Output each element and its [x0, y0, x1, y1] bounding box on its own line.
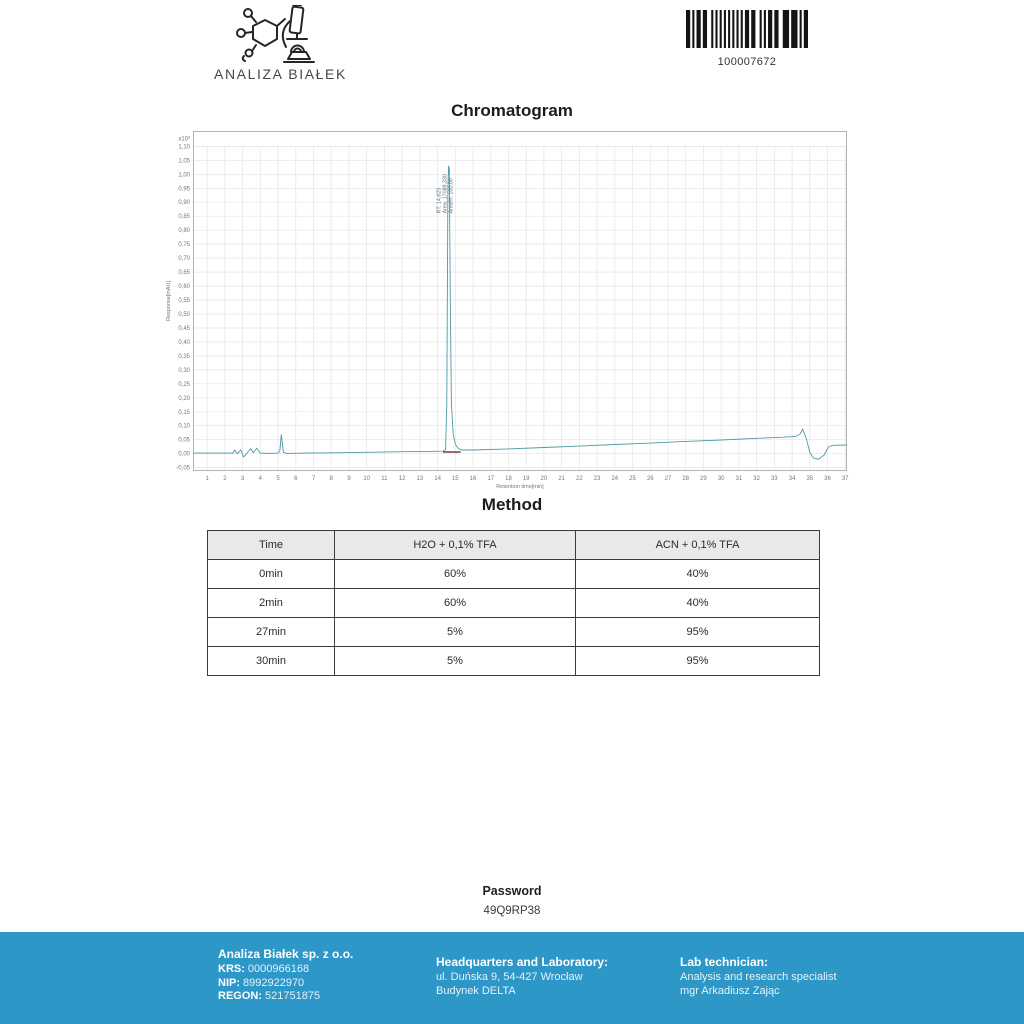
svg-text:23: 23 — [593, 476, 601, 482]
svg-text:0,20: 0,20 — [178, 395, 190, 402]
svg-text:18: 18 — [505, 476, 512, 482]
svg-text:31: 31 — [735, 476, 743, 482]
svg-text:Response[mAU]: Response[mAU] — [166, 280, 172, 322]
krs-value: 0000966168 — [247, 963, 310, 975]
svg-text:17: 17 — [487, 476, 495, 482]
svg-text:Area%: 100,00: Area%: 100,00 — [448, 178, 455, 214]
chromatogram-title: Chromatogram — [451, 101, 573, 120]
table-header-cell: H2O + 0,1% TFA — [335, 531, 576, 560]
svg-text:11: 11 — [381, 476, 388, 482]
svg-text:0,95: 0,95 — [178, 186, 190, 193]
svg-text:0,75: 0,75 — [178, 242, 190, 249]
svg-text:10: 10 — [363, 476, 371, 482]
svg-text:28: 28 — [682, 476, 690, 482]
company-krs — [218, 963, 353, 977]
headquarters-address: ul. Duńska 9, 54-427 Wrocław — [436, 971, 583, 983]
chart-axis-labels — [166, 136, 849, 490]
password-value: 49Q9RP38 — [483, 905, 541, 917]
svg-text:RT: 14,623: RT: 14,623 — [436, 187, 443, 214]
table-cell: 95% — [576, 647, 820, 676]
krs-label: KRS: — [218, 963, 245, 975]
svg-text:12: 12 — [398, 476, 406, 482]
password-label: Password — [482, 884, 542, 898]
svg-text:35: 35 — [806, 476, 814, 482]
svg-text:1,10: 1,10 — [178, 144, 190, 151]
svg-text:25: 25 — [629, 476, 636, 482]
method-title: Method — [481, 495, 543, 514]
footer-technician — [680, 955, 837, 998]
svg-text:36: 36 — [824, 476, 831, 482]
svg-text:Retention time[min]: Retention time[min] — [496, 484, 544, 490]
svg-text:0,10: 0,10 — [178, 423, 190, 430]
table-row — [208, 589, 820, 618]
logo-molecule — [237, 9, 285, 61]
technician-title: Lab technician: — [680, 955, 769, 969]
svg-text:27: 27 — [664, 476, 672, 482]
table-cell: 30min — [208, 647, 335, 676]
regon-label: REGON: — [218, 990, 262, 1002]
method-table — [207, 530, 820, 676]
svg-text:16: 16 — [469, 476, 477, 482]
table-cell: 5% — [335, 647, 576, 676]
nip-label: NIP: — [218, 976, 240, 989]
company-regon — [218, 990, 353, 1004]
table-row — [208, 560, 820, 589]
svg-text:1: 1 — [205, 476, 209, 482]
svg-text:9: 9 — [347, 476, 351, 482]
svg-text:6: 6 — [294, 476, 298, 482]
nip-value: 8992922970 — [243, 976, 305, 989]
svg-text:30: 30 — [717, 476, 725, 482]
company-name: Analiza Białek sp. z o.o. — [218, 947, 354, 961]
svg-text:14: 14 — [434, 476, 441, 482]
svg-text:0,05: 0,05 — [178, 437, 190, 444]
svg-text:Area: 17089,330: Area: 17089,330 — [442, 174, 449, 214]
svg-text:15: 15 — [451, 476, 459, 482]
svg-text:34: 34 — [788, 476, 796, 482]
regon-value: 521751875 — [265, 990, 321, 1002]
svg-text:26: 26 — [646, 476, 654, 482]
svg-text:0,15: 0,15 — [178, 409, 190, 416]
molecule-microscope-icon — [234, 5, 322, 65]
table-header-cell: ACN + 0,1% TFA — [576, 531, 820, 560]
svg-text:0,85: 0,85 — [178, 214, 190, 221]
svg-text:33: 33 — [770, 476, 778, 482]
svg-text:29: 29 — [700, 476, 707, 482]
table-cell: 60% — [335, 589, 576, 618]
table-row — [208, 618, 820, 647]
barcode-number: 100007672 — [717, 56, 777, 68]
table-cell: 0min — [208, 560, 335, 589]
plot-border — [194, 132, 847, 471]
svg-text:13: 13 — [416, 476, 424, 482]
footer — [0, 932, 1024, 1024]
barcode-icon — [686, 10, 808, 48]
svg-text:1,00: 1,00 — [178, 172, 190, 179]
svg-text:21: 21 — [558, 476, 566, 482]
svg-text:4: 4 — [258, 476, 262, 482]
svg-text:-0,05: -0,05 — [176, 465, 190, 472]
technician-name: mgr Arkadiusz Zając — [680, 984, 780, 997]
svg-text:0,30: 0,30 — [178, 367, 190, 374]
table-cell: 40% — [576, 589, 820, 618]
chromatogram-chart — [155, 125, 855, 493]
svg-text:x10²: x10² — [178, 136, 190, 143]
chart-grid — [193, 146, 847, 471]
password-block — [0, 884, 1024, 917]
table-header-cell: Time — [208, 531, 335, 560]
table-header-row — [208, 531, 820, 560]
chromatogram-svg — [155, 125, 855, 493]
headquarters-building: Budynek DELTA — [436, 984, 516, 997]
table-cell: 60% — [335, 560, 576, 589]
table-cell: 5% — [335, 618, 576, 647]
table-cell: 2min — [208, 589, 335, 618]
svg-text:0,60: 0,60 — [178, 284, 190, 291]
svg-text:32: 32 — [753, 476, 760, 482]
svg-text:0,50: 0,50 — [178, 312, 190, 318]
svg-text:24: 24 — [611, 476, 619, 482]
svg-text:0,35: 0,35 — [178, 353, 190, 360]
logo-text: ANALIZA BIAŁEK — [214, 66, 347, 82]
svg-text:3: 3 — [240, 476, 245, 482]
svg-text:20: 20 — [540, 476, 548, 482]
footer-company — [218, 947, 353, 1004]
svg-text:22: 22 — [576, 476, 583, 482]
table-cell: 40% — [576, 560, 820, 589]
technician-role: Analysis and research specialist — [680, 971, 837, 983]
barcode-block — [684, 10, 810, 68]
svg-text:0,90: 0,90 — [178, 200, 190, 207]
svg-text:0,00: 0,00 — [178, 451, 190, 458]
svg-text:5: 5 — [276, 476, 280, 482]
svg-text:0,25: 0,25 — [178, 381, 190, 388]
headquarters-title: Headquarters and Laboratory: — [436, 955, 609, 969]
footer-headquarters — [436, 955, 608, 998]
svg-text:2: 2 — [223, 476, 227, 482]
table-cell: 27min — [208, 618, 335, 647]
svg-text:0,80: 0,80 — [178, 228, 190, 235]
svg-text:19: 19 — [522, 476, 530, 482]
table-row — [208, 647, 820, 676]
svg-text:0,65: 0,65 — [178, 270, 190, 277]
chromatogram-trace — [193, 166, 847, 459]
svg-text:8: 8 — [329, 476, 333, 482]
svg-text:0,70: 0,70 — [178, 256, 190, 263]
peak-annotation — [437, 174, 455, 213]
svg-text:0,55: 0,55 — [178, 298, 190, 304]
svg-text:7: 7 — [311, 476, 316, 482]
logo-microscope — [283, 5, 314, 62]
svg-text:37: 37 — [841, 476, 849, 482]
svg-text:0,45: 0,45 — [178, 326, 190, 332]
svg-text:1,05: 1,05 — [178, 158, 190, 165]
company-logo — [214, 5, 347, 82]
svg-text:0,40: 0,40 — [178, 339, 190, 346]
table-cell: 95% — [576, 618, 820, 647]
company-nip — [218, 977, 353, 991]
